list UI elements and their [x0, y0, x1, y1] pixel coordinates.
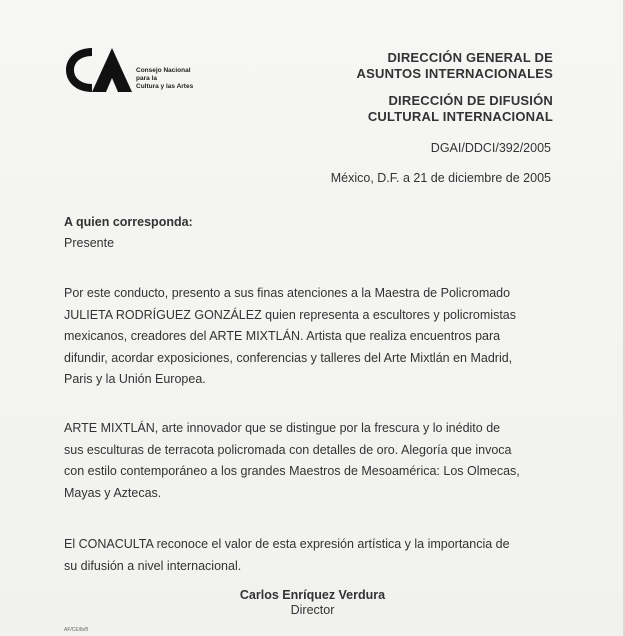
logo-line-2: para la — [136, 75, 157, 82]
header-block-difusion — [368, 93, 553, 125]
paragraph-line: Paris y la Unión Europea. — [64, 372, 206, 386]
paragraph-conaculta — [64, 534, 554, 577]
paragraph-introduction — [64, 283, 554, 391]
paragraph-line: ARTE MIXTLÁN, arte innovador que se distingue por la frescura y lo inédito de — [64, 421, 501, 435]
paragraph-line: su difusión a nivel internacional. — [64, 558, 242, 573]
logo-line-1: Consejo Nacional — [136, 67, 191, 74]
signer-title: Director — [290, 603, 335, 617]
reference-number: DGAI/DDCI/392/2005 — [430, 141, 551, 155]
paragraph-line: El CONACULTA reconoce el valor de esta expresión artística y la importancia de — [64, 537, 510, 551]
paragraph-line: sus esculturas de terracota policromada con detalles de oro. Alegoría que invoca — [64, 442, 512, 457]
letter-date: México, D.F. a 21 de diciembre de 2005 — [330, 171, 551, 185]
paragraph-line: con estilo contemporáneo a los grandes Maestros de Mesoamérica: Los Olmecas, — [64, 464, 520, 478]
greeting: Presente — [64, 236, 115, 250]
header-line: ASUNTOS INTERNACIONALES — [356, 66, 553, 81]
logo-wordmark — [136, 67, 193, 91]
paragraph-line: difundir, acordar exposiciones, conferencias y talleres del Arte Mixtlán en Madrid, — [64, 350, 513, 365]
salutation: A quien corresponda: — [64, 215, 193, 229]
typist-initials: AF/CE/lb/fl — [64, 627, 88, 633]
conaculta-logo-icon — [62, 42, 136, 98]
paragraph-arte-mixtlan — [64, 418, 554, 504]
header-line: DIRECCIÓN DE DIFUSIÓN — [388, 93, 553, 108]
paragraph-line: JULIETA RODRÍGUEZ GONZÁLEZ quien representa a escultores y policromistas — [64, 307, 517, 322]
header-block-general — [357, 50, 553, 82]
header-line: DIRECCIÓN GENERAL DE — [387, 50, 553, 65]
paragraph-line: mexicanos, creadores del ARTE MIXTLÁN. Artista que realiza encuentros para — [64, 329, 501, 343]
signer-name: Carlos Enríquez Verdura — [239, 588, 386, 602]
conaculta-logo — [62, 42, 212, 102]
logo-line-3: Cultura y las Artes — [136, 83, 194, 90]
paragraph-line: Por este conducto, presento a sus finas atenciones a la Maestra de Policromado — [64, 286, 511, 300]
paragraph-line: Mayas y Aztecas. — [64, 485, 162, 500]
header-line: CULTURAL INTERNACIONAL — [367, 109, 553, 124]
